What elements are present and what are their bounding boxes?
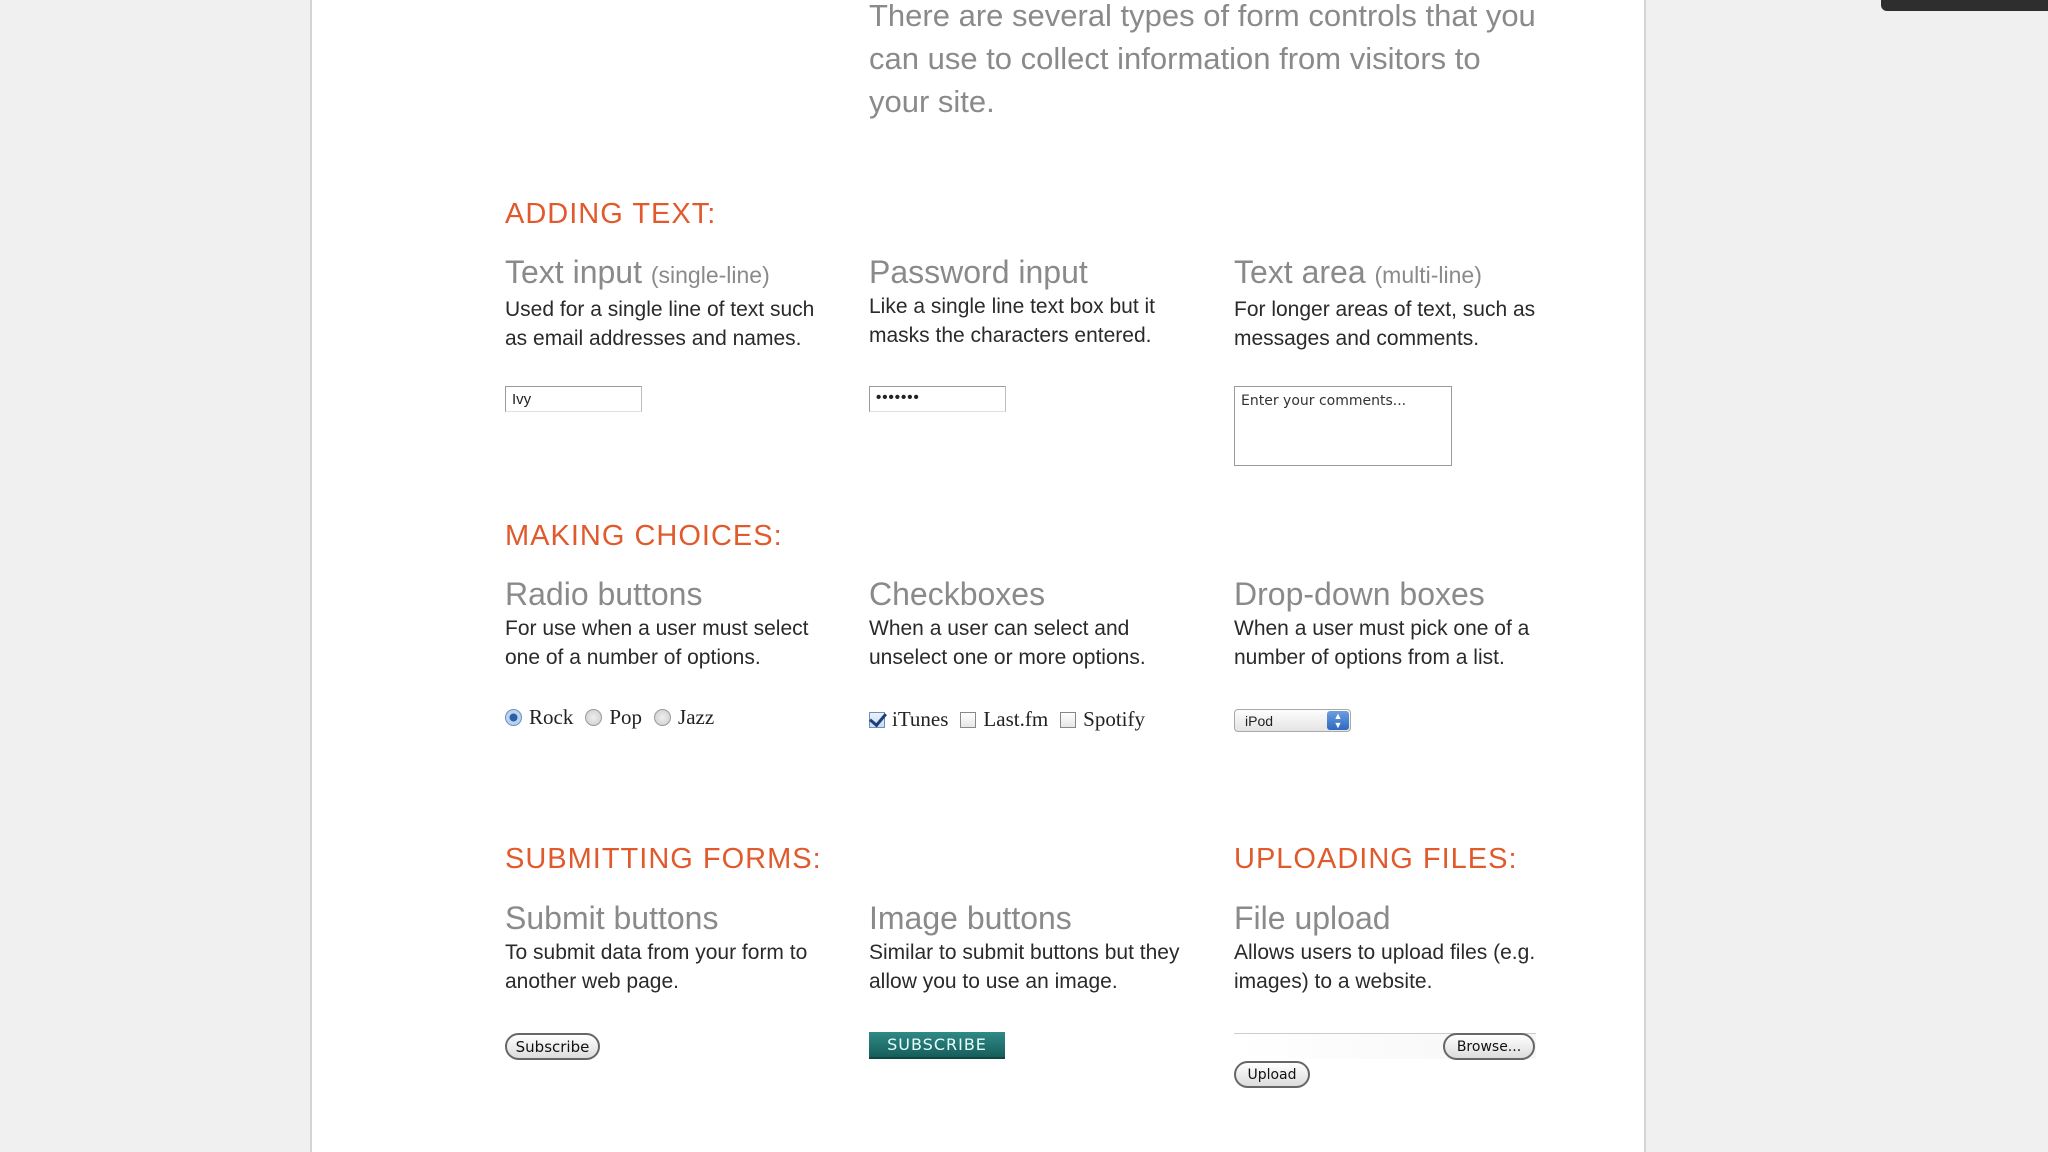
intro-text: There are several types of form controls that you can use to collect information from visitors to your site. <box>869 0 1536 119</box>
section-making-choices: MAKING CHOICES: <box>505 520 783 552</box>
checkbox-itunes-label: iTunes <box>892 707 949 731</box>
checkboxes-desc: When a user can select and unselect one or more options. <box>869 617 1146 669</box>
subscribe-button[interactable]: Subscribe <box>505 1033 600 1060</box>
overlay-corner-bar <box>1881 0 2048 11</box>
password-input-title: Password input <box>869 254 1088 290</box>
checkboxes-item <box>869 574 1199 672</box>
dropdown-desc: When a user must pick one of a number of options from a list. <box>1234 617 1530 669</box>
file-upload-title: File upload <box>1234 900 1391 936</box>
checkbox-itunes[interactable] <box>869 712 885 728</box>
subscribe-image-button[interactable]: SUBSCRIBE <box>869 1032 1005 1059</box>
text-area-field[interactable]: Enter your comments... <box>1234 386 1452 466</box>
image-buttons-desc: Similar to submit buttons but they allow you to use an image. <box>869 941 1180 993</box>
checkbox-spotify[interactable] <box>1060 712 1076 728</box>
checkbox-group <box>869 707 1157 732</box>
radio-pop[interactable] <box>585 709 602 726</box>
radio-pop-label: Pop <box>609 705 643 729</box>
radio-jazz-label: Jazz <box>678 705 715 729</box>
submit-buttons-item <box>505 898 835 996</box>
radio-group <box>505 705 726 730</box>
radio-buttons-desc: For use when a user must select one of a number of options. <box>505 617 809 669</box>
password-input-item <box>869 252 1199 350</box>
submit-buttons-desc: To submit data from your form to another web page. <box>505 941 808 993</box>
password-input-field[interactable]: ••••••• <box>869 386 1006 412</box>
section-adding-text: ADDING TEXT: <box>505 198 717 230</box>
checkbox-lastfm-label: Last.fm <box>983 707 1049 731</box>
dropdown-title: Drop-down boxes <box>1234 576 1485 612</box>
checkbox-lastfm[interactable] <box>960 712 976 728</box>
file-upload-item <box>1234 898 1564 996</box>
text-input-title: Text input (single-line) <box>505 254 770 290</box>
text-input-field[interactable] <box>505 386 642 412</box>
section-submitting-forms: SUBMITTING FORMS: <box>505 843 822 875</box>
dropdown-select[interactable] <box>1234 709 1351 732</box>
text-area-item <box>1234 252 1564 353</box>
submit-buttons-title: Submit buttons <box>505 900 719 936</box>
radio-buttons-item <box>505 574 835 672</box>
dropdown-item <box>1234 574 1564 672</box>
section-uploading-files: UPLOADING FILES: <box>1234 843 1518 875</box>
dropdown-value: iPod <box>1245 712 1274 729</box>
checkboxes-title: Checkboxes <box>869 576 1046 612</box>
text-input-desc: Used for a single line of text such as email addresses and names. <box>505 298 815 350</box>
image-buttons-title: Image buttons <box>869 900 1072 936</box>
file-upload-desc: Allows users to upload files (e.g. images) to a website. <box>1234 941 1536 993</box>
text-area-desc: For longer areas of text, such as messages and comments. <box>1234 298 1536 350</box>
text-input-item <box>505 252 835 353</box>
radio-jazz[interactable] <box>654 709 671 726</box>
select-arrows-icon: ▲ ▼ <box>1327 711 1349 730</box>
image-buttons-item <box>869 898 1199 996</box>
password-input-desc: Like a single line text box but it masks the characters entered. <box>869 295 1156 347</box>
text-area-title: Text area (multi-line) <box>1234 254 1482 290</box>
radio-buttons-title: Radio buttons <box>505 576 703 612</box>
browse-button[interactable]: Browse... <box>1443 1033 1535 1060</box>
radio-rock-label: Rock <box>529 705 574 729</box>
radio-rock[interactable] <box>505 709 522 726</box>
checkbox-spotify-label: Spotify <box>1083 707 1145 731</box>
upload-button[interactable]: Upload <box>1234 1061 1310 1088</box>
